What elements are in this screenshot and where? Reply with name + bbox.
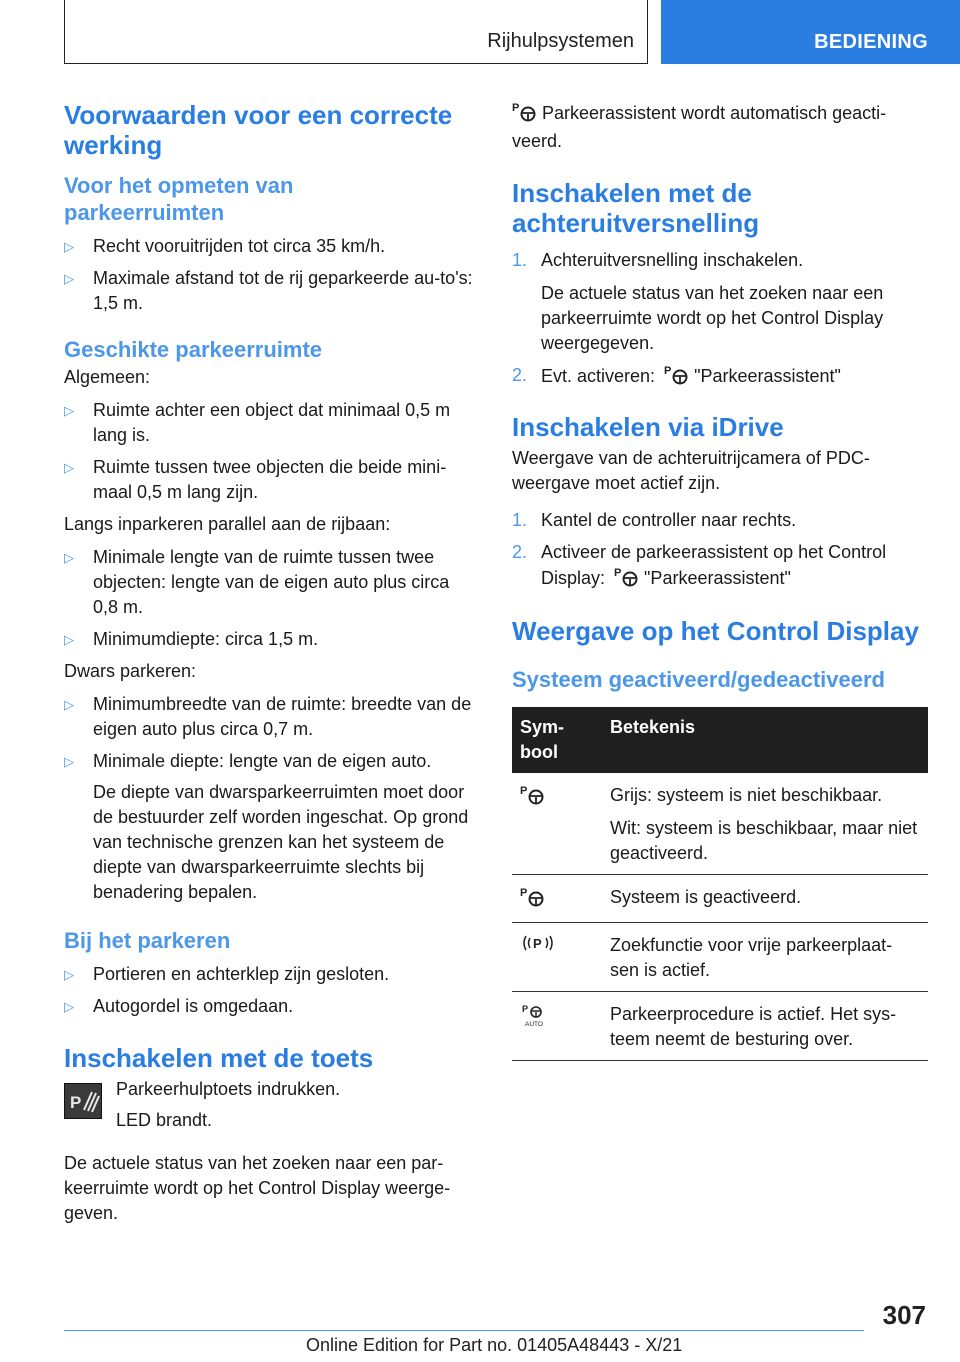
triangle-bullet-icon: ▷ [64, 967, 74, 982]
list-item: ▷ Maximale afstand tot de rij geparkeerde au-to's: 1,5 m. [64, 268, 473, 313]
column-meaning: Betekenis [602, 707, 928, 773]
list-item: ▷ Minimumdiepte: circa 1,5 m. [64, 627, 478, 652]
heading-display: Weergave op het Control Display [512, 616, 919, 646]
list-item: 2. Evt. activeren: P "Parkeerassistent" [512, 363, 928, 392]
list-item: ▷ Minimale lengte van de ruimte tussen twee objecten: lengte van de eigen auto plus circa 0,8 m. [64, 547, 450, 617]
triangle-bullet-icon: ▷ [64, 239, 74, 254]
parking-assist-icon [664, 363, 690, 392]
auto-activation-text: P Parkeerassistent wordt automatisch geacti-veerd. [512, 102, 887, 151]
right-column [512, 100, 928, 1061]
table-row [512, 875, 928, 923]
table-header-row [512, 707, 928, 773]
triangle-bullet-icon: ▷ [64, 999, 74, 1014]
header-section-title: Rijhulpsystemen [487, 30, 634, 52]
header-chapter-title: BEDIENING [814, 31, 928, 53]
parking-auto-icon [520, 1004, 550, 1032]
triangle-bullet-icon: ▷ [64, 403, 74, 418]
triangle-bullet-icon: ▷ [64, 632, 74, 647]
page-number: 307 [882, 1300, 926, 1330]
cross-note: De diepte van dwarsparkeerruimten moet door de bestuurder zelf worden ingeschat. Op grond van technische grenzen kan het systeem de diepte van dwarsparkeerruimte slechts bij benadering bepalen. [93, 782, 469, 902]
row4-text: Parkeerprocedure is actief. Het sys-teem neemt de besturing over. [602, 992, 928, 1061]
svg-text:P: P [520, 887, 528, 899]
list-item: ▷ Minimumbreedte van de ruimte: breedte van de eigen auto plus circa 0,7 m. [64, 694, 472, 739]
heading-suitable: Geschikte parkeerruimte [64, 337, 323, 362]
parking-assist-icon [520, 785, 546, 809]
reverse-step-note: De actuele status van het zoeken naar een parkeerruimte wordt op het Control Display weergegeven. [541, 283, 884, 353]
list-item: ▷ Portieren en achterklep zijn gesloten. [64, 962, 478, 987]
heading-reverse: Inschakelen met de achteruitversnelling [512, 178, 760, 238]
table-row [512, 992, 928, 1061]
list-item: ▷ Ruimte achter een object dat minimaal 0,5 m lang is. [64, 400, 451, 445]
parallel-list [64, 545, 478, 652]
svg-text:P: P [522, 1004, 529, 1014]
button-status: De actuele status van het zoeken naar een par-keerruimte wordt op het Control Display weerge-geven. [64, 1153, 451, 1223]
row1-white: Wit: systeem is beschikbaar, maar niet geactiveerd. [610, 818, 918, 863]
triangle-bullet-icon: ▷ [64, 460, 74, 475]
list-item: ▷ Recht vooruitrijden tot circa 35 km/h. [64, 234, 478, 259]
list-item: ▷ Minimale diepte: lengte van de eigen auto. De diepte van dwarsparkeerruimten moet door de bestuurder zelf worden ingeschat. Op grond van technische grenzen kan het systeem de diepte van dwarsparkeerruimte slechts bij benadering bepalen. [64, 749, 478, 905]
heading-button: Inschakelen met de toets [64, 1043, 374, 1073]
svg-text:P: P [70, 1093, 82, 1112]
parallel-label: Langs inparkeren parallel aan de rijbaan: [64, 514, 391, 534]
table-row [512, 923, 928, 992]
measuring-list [64, 234, 478, 316]
list-item: 2. Activeer de parkeerassistent op het Control Display: P "Parkeerassistent" [512, 540, 928, 594]
general-list [64, 398, 478, 505]
svg-text:P: P [614, 567, 622, 579]
button-instruction [64, 1077, 478, 1133]
button-line2: LED brandt. [116, 1110, 213, 1130]
triangle-bullet-icon: ▷ [64, 550, 74, 565]
cross-label: Dwars parkeren: [64, 661, 197, 681]
triangle-bullet-icon: ▷ [64, 754, 74, 769]
heading-idrive: Inschakelen via iDrive [512, 412, 784, 442]
left-column [64, 100, 478, 1226]
svg-text:P: P [520, 785, 528, 797]
row3-text: Zoekfunctie voor vrije parkeerplaat-sen is actief. [602, 923, 928, 992]
table-row [512, 773, 928, 875]
column-symbol: Sym-bool [512, 707, 602, 773]
row1-gray: Grijs: systeem is niet beschikbaar. [610, 785, 883, 805]
heading-measuring: Voor het opmeten van parkeerruimten [64, 173, 294, 225]
svg-text:P: P [664, 365, 672, 377]
heading-system: Systeem geactiveerd/gedeactiveerd [512, 667, 885, 692]
cross-list [64, 692, 478, 905]
list-item: ▷ Autogordel is omgedaan. [64, 994, 478, 1019]
svg-text:P: P [533, 936, 542, 951]
footer-divider [64, 1330, 864, 1331]
parking-assist-icon [614, 565, 640, 594]
reverse-steps [512, 248, 928, 392]
heading-conditions: Voorwaarden voor een correcte werking [64, 100, 453, 160]
list-item: 1. Kantel de controller naar rechts. [512, 510, 797, 530]
general-label: Algemeen: [64, 367, 151, 387]
list-item: 1. Achteruitversnelling inschakelen. De actuele status van het zoeken naar een parkeerruimte wordt op het Control Display weergegeven. [512, 248, 928, 356]
footer-edition: Online Edition for Part no. 01405A48443 - X/21 [306, 1335, 683, 1355]
symbol-table [512, 707, 928, 1061]
triangle-bullet-icon: ▷ [64, 271, 74, 286]
parking-search-icon [520, 937, 556, 957]
parking-assist-active-icon [520, 887, 546, 911]
parking-assist-icon [512, 100, 538, 129]
button-line1: Parkeerhulptoets indrukken. [116, 1079, 341, 1099]
svg-text:AUTO: AUTO [525, 1021, 543, 1028]
row2-text: Systeem is geactiveerd. [602, 875, 928, 923]
heading-parking: Bij het parkeren [64, 928, 231, 953]
idrive-intro: Weergave van de achteruitrijcamera of PDC-weergave moet actief zijn. [512, 448, 870, 493]
list-item: ▷ Ruimte tussen twee objecten die beide mini-maal 0,5 m lang zijn. [64, 457, 447, 502]
parking-button-icon [64, 1083, 102, 1119]
triangle-bullet-icon: ▷ [64, 697, 74, 712]
svg-text:P: P [512, 102, 520, 114]
idrive-steps [512, 508, 928, 594]
header-chapter-tab [661, 0, 960, 64]
parking-list [64, 962, 478, 1019]
